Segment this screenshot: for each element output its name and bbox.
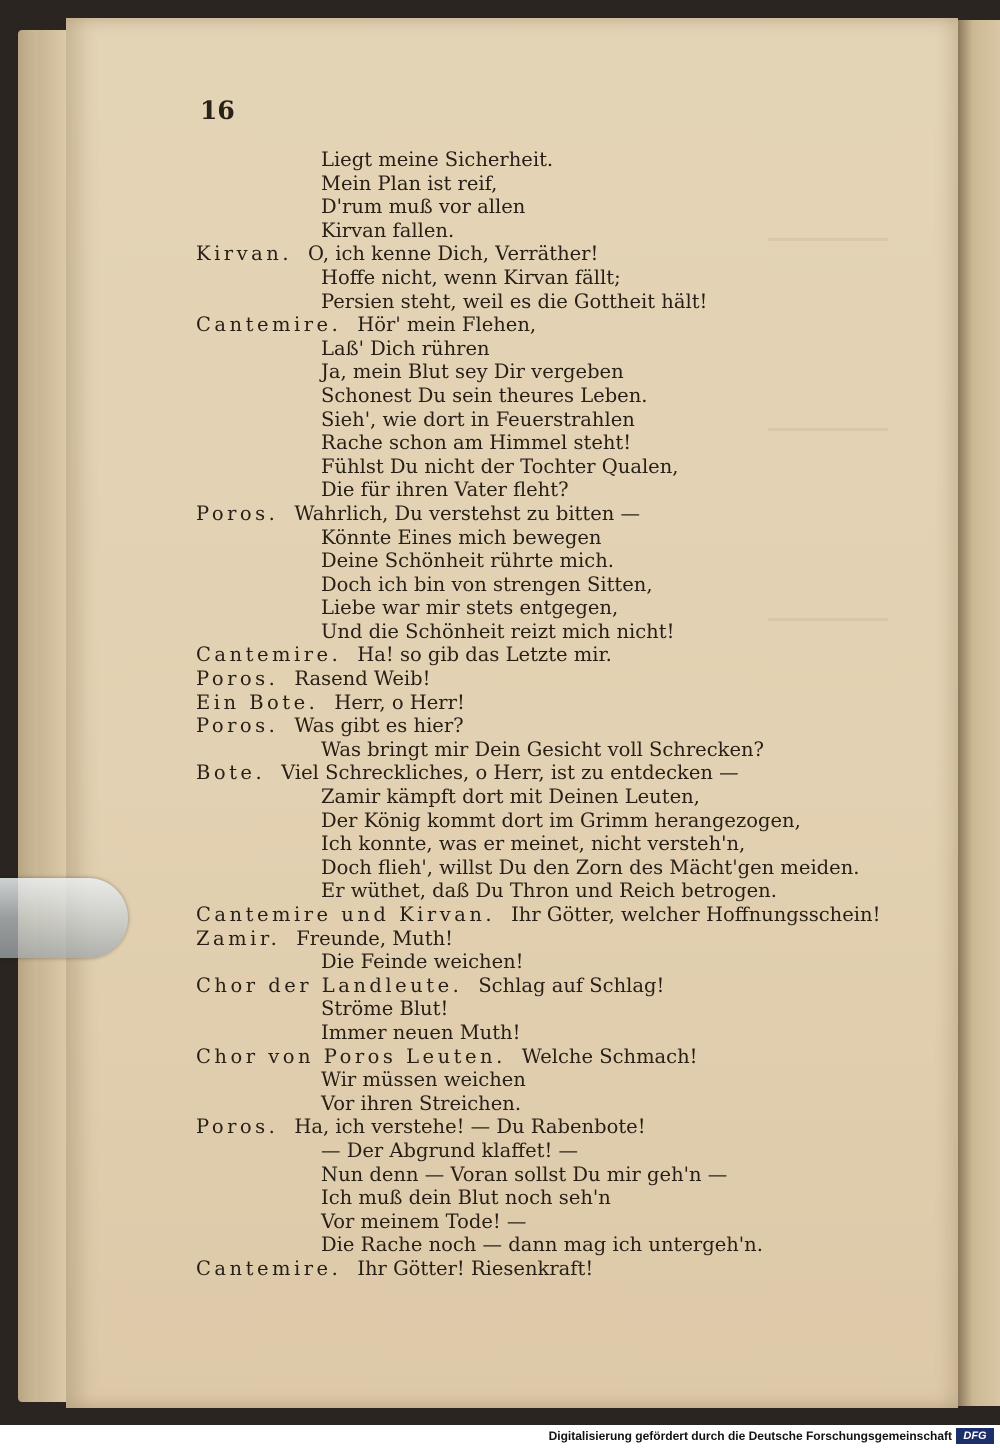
text-line bbox=[196, 1139, 876, 1163]
speaker-name: Cantemire. bbox=[196, 1256, 342, 1280]
text-line bbox=[196, 997, 876, 1021]
line-text: Freunde, Muth! bbox=[296, 926, 453, 950]
line-text: Sieh', wie dort in Feuerstrahlen bbox=[321, 407, 635, 431]
speaker-name: Cantemire. bbox=[196, 643, 342, 667]
speaker-name: Cantemire. bbox=[196, 313, 342, 337]
speaker-name: Poros. bbox=[196, 501, 279, 525]
text-line bbox=[196, 974, 876, 998]
line-text: Ich muß dein Blut noch seh'n bbox=[321, 1186, 611, 1210]
text-line bbox=[196, 1068, 876, 1092]
speaker-name: Poros. bbox=[196, 1115, 279, 1139]
text-line bbox=[196, 172, 876, 196]
text-line bbox=[196, 502, 876, 526]
line-text: Ha! so gib das Letzte mir. bbox=[357, 643, 612, 667]
footer-bar bbox=[0, 1425, 1000, 1448]
text-line bbox=[196, 266, 876, 290]
text-line bbox=[196, 1115, 876, 1139]
text-line bbox=[196, 290, 876, 314]
line-text: Rache schon am Himmel steht! bbox=[321, 431, 632, 455]
line-text: Was bringt mir Dein Gesicht voll Schrecken? bbox=[321, 737, 765, 761]
text-line bbox=[196, 785, 876, 809]
line-text: Hör' mein Flehen, bbox=[357, 313, 537, 337]
text-line bbox=[196, 455, 876, 479]
text-line bbox=[196, 431, 876, 455]
speaker-name: Poros. bbox=[196, 714, 279, 738]
text-line bbox=[196, 620, 876, 644]
line-text: Laß' Dich rühren bbox=[321, 336, 490, 360]
line-text: Liebe war mir stets entgegen, bbox=[321, 596, 619, 620]
line-text: Die für ihren Vater fleht? bbox=[321, 478, 569, 502]
line-text: Doch flieh', willst Du den Zorn des Mächt'gen meiden. bbox=[321, 855, 860, 879]
text-line bbox=[196, 478, 876, 502]
line-text: Vor meinem Tode! — bbox=[321, 1209, 527, 1233]
line-text: Zamir kämpft dort mit Deinen Leuten, bbox=[321, 785, 700, 809]
line-text: Herr, o Herr! bbox=[334, 690, 465, 714]
line-text: Nun denn — Voran sollst Du mir geh'n — bbox=[321, 1162, 728, 1186]
text-line bbox=[196, 950, 876, 974]
play-text bbox=[196, 148, 881, 1281]
text-line bbox=[196, 643, 876, 667]
line-text: Vor ihren Streichen. bbox=[321, 1091, 522, 1115]
line-text: Die Rache noch — dann mag ich untergeh'n. bbox=[321, 1233, 763, 1257]
line-text: Die Feinde weichen! bbox=[321, 950, 524, 974]
speaker-name: Ein Bote. bbox=[196, 690, 319, 714]
line-text: Ihr Götter, welcher Hoffnungsschein! bbox=[511, 903, 881, 926]
line-text: Kirvan fallen. bbox=[321, 218, 455, 242]
line-text: Fühlst Du nicht der Tochter Qualen, bbox=[321, 454, 679, 478]
text-line bbox=[196, 242, 876, 266]
line-text: Wahrlich, Du verstehst zu bitten — bbox=[294, 501, 641, 525]
text-line bbox=[196, 384, 876, 408]
text-line bbox=[196, 219, 876, 243]
line-text: Und die Schönheit reizt mich nicht! bbox=[321, 619, 675, 643]
line-text: Ja, mein Blut sey Dir vergeben bbox=[321, 360, 624, 384]
text-line bbox=[196, 856, 876, 880]
text-line bbox=[196, 1257, 876, 1281]
line-text: Rasend Weib! bbox=[294, 667, 431, 691]
funding-credit: Digitalisierung gefördert durch die Deutsche Forschungsgemeinschaft bbox=[548, 1429, 952, 1443]
line-text: Der König kommt dort im Grimm herangezogen, bbox=[321, 808, 801, 832]
line-text: Liegt meine Sicherheit. bbox=[321, 148, 554, 171]
text-line bbox=[196, 714, 876, 738]
text-line bbox=[196, 360, 876, 384]
line-text: Schonest Du sein theures Leben. bbox=[321, 383, 648, 407]
text-line bbox=[196, 195, 876, 219]
speaker-name: Chor der Landleute. bbox=[196, 973, 463, 997]
text-line bbox=[196, 1163, 876, 1187]
line-text: Immer neuen Muth! bbox=[321, 1020, 521, 1044]
text-line bbox=[196, 596, 876, 620]
text-line bbox=[196, 809, 876, 833]
text-line bbox=[196, 148, 876, 172]
speaker-name: Cantemire und Kirvan. bbox=[196, 903, 496, 926]
text-line bbox=[196, 1045, 876, 1069]
speaker-name: Zamir. bbox=[196, 926, 281, 950]
text-line bbox=[196, 738, 876, 762]
line-text: Ha, ich verstehe! — Du Rabenbote! bbox=[294, 1115, 646, 1139]
text-line bbox=[196, 903, 881, 927]
text-line bbox=[196, 832, 876, 856]
speaker-name: Bote. bbox=[196, 761, 266, 785]
text-line bbox=[196, 313, 876, 337]
text-line bbox=[196, 1186, 876, 1210]
line-text: Ich konnte, was er meinet, nicht versteh'n, bbox=[321, 832, 746, 856]
line-text: D'rum muß vor allen bbox=[321, 195, 526, 219]
text-line bbox=[196, 337, 876, 361]
line-text: Viel Schreckliches, o Herr, ist zu entdecken — bbox=[281, 761, 739, 785]
text-line bbox=[196, 549, 876, 573]
speaker-name: Kirvan. bbox=[196, 242, 293, 266]
text-line bbox=[196, 1021, 876, 1045]
speaker-name: Poros. bbox=[196, 667, 279, 691]
dfg-logo: DFG bbox=[956, 1428, 994, 1444]
line-text: Deine Schönheit rührte mich. bbox=[321, 549, 614, 573]
line-text: Schlag auf Schlag! bbox=[478, 973, 665, 997]
line-text: Er wüthet, daß Du Thron und Reich betrogen. bbox=[321, 879, 777, 903]
line-text: Mein Plan ist reif, bbox=[321, 171, 498, 195]
text-line bbox=[196, 1092, 876, 1116]
line-text: Wir müssen weichen bbox=[321, 1068, 526, 1092]
text-line bbox=[196, 667, 876, 691]
text-line bbox=[196, 691, 876, 715]
line-text: O, ich kenne Dich, Verräther! bbox=[308, 242, 599, 266]
text-line bbox=[196, 1210, 876, 1234]
text-line bbox=[196, 408, 876, 432]
text-line bbox=[196, 573, 876, 597]
text-line bbox=[196, 879, 876, 903]
line-text: Hoffe nicht, wenn Kirvan fällt; bbox=[321, 265, 621, 289]
line-text: Welche Schmach! bbox=[521, 1044, 698, 1068]
page-holder-clip bbox=[0, 878, 128, 958]
facing-page-edge bbox=[958, 20, 1000, 1406]
page-number: 16 bbox=[200, 96, 235, 125]
line-text: Ihr Götter! Riesenkraft! bbox=[357, 1256, 594, 1280]
line-text: Doch ich bin von strengen Sitten, bbox=[321, 572, 653, 596]
line-text: Persien steht, weil es die Gottheit hält! bbox=[321, 289, 708, 313]
speaker-name: Chor von Poros Leuten. bbox=[196, 1044, 506, 1068]
text-line bbox=[196, 761, 876, 785]
line-text: Ströme Blut! bbox=[321, 997, 449, 1021]
line-text: Könnte Eines mich bewegen bbox=[321, 525, 602, 549]
text-line bbox=[196, 526, 876, 550]
line-text: — Der Abgrund klaffet! — bbox=[321, 1138, 579, 1162]
text-line bbox=[196, 927, 876, 951]
line-text: Was gibt es hier? bbox=[294, 714, 464, 738]
text-line bbox=[196, 1233, 876, 1257]
